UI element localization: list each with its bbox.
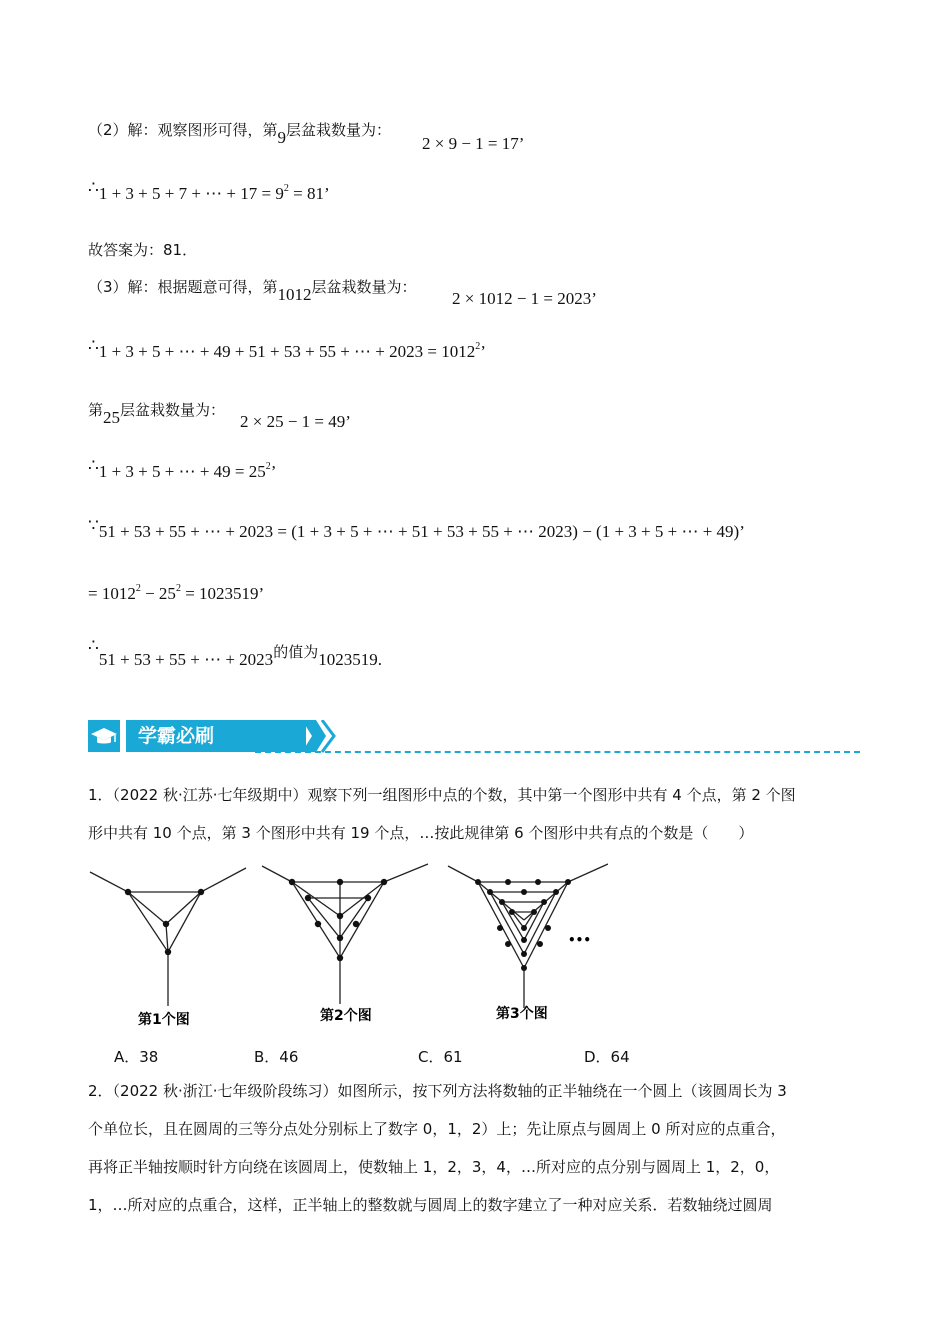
part3-suffix: 层盆栽数量为： (311, 278, 417, 296)
part3-expr: 2 × 1012 − 1 = 2023’ (452, 289, 597, 308)
part2-line (88, 120, 525, 153)
figure-2-caption: 第2个图 (320, 1008, 372, 1024)
equals-expr: = $1012^2 - 25^2 = 1023519$’ (88, 583, 265, 603)
figure-2 (262, 864, 428, 1004)
final-val: 1023519 (318, 650, 378, 669)
part3-sum: 1 + 3 + 5 + ⋯ + 49 + 51 + 53 + 55 + ⋯ + $2023 = 1012^2$’ (98, 341, 486, 361)
part2-suffix: 层盆栽数量为： (286, 121, 392, 139)
because-line (88, 516, 745, 542)
part2-n: 9 (277, 128, 287, 147)
answer-line: 故答案为：81． (88, 241, 198, 259)
q1-figures (88, 858, 608, 1038)
therefore-symbol: ∴ (88, 456, 99, 475)
part3-intro: （3）解：根据题意可得，第 (88, 278, 278, 296)
layer-suffix: 层盆栽数量为： (120, 401, 226, 419)
q2-line1: 2．（2022 秋·浙江·七年级阶段练习）如图所示，按下列方法将数轴的正半轴绕在一个圆上（该圆周长为 3 (88, 1082, 787, 1100)
part3-line (88, 277, 597, 308)
part3-sum-line (88, 336, 486, 365)
layer-n: 25 (103, 408, 121, 427)
therefore-symbol: ∴ (88, 178, 99, 197)
q1-line1: 1．（2022 秋·江苏·七年级期中）观察下列一组图形中点的个数，其中第一个图形中共有 4 个点，第 2 个图 (88, 786, 796, 804)
sum49: 1 + 3 + 5 + ⋯ + $49 = 25^2$’ (98, 461, 277, 481)
layer-prefix: 第 (88, 401, 104, 419)
figure-1 (90, 868, 246, 1006)
because-expr: 51 + 53 + 55 + ⋯ + 2023 = (1 + 3 + 5 + ⋯ + 51 + 53 + 55 + ⋯ 2023) − (1 + 3 + 5 + ⋯ + 49)’ (98, 522, 745, 541)
part2-sum-line (88, 178, 330, 207)
q1-line2: 形中共有 10 个点，第 3 个图形中共有 19 个点，…按此规律第 6 个图形中共有点的个数是（ ） (88, 824, 754, 842)
q2-line2: 个单位长，且在圆周的三等分点处分别标上了数字 0，1，2）上；先让原点与圆周上 0 所对应的点重合， (88, 1120, 786, 1138)
part2-intro: （2）解：观察图形可得，第 (88, 121, 278, 139)
equals-line (88, 584, 264, 607)
q2-line4: 1，…所对应的点重合，这样，正半轴上的整数就与圆周上的数字建立了一种对应关系．若数轴绕过圆周 (88, 1196, 773, 1214)
banner-title: 学霸必刷 (126, 720, 306, 752)
chevron-right-icon (302, 720, 348, 754)
final-period: . (377, 650, 382, 669)
figure-3-points (475, 879, 571, 971)
q1-text (88, 776, 868, 852)
final-expr: 51 + 53 + 55 + ⋯ + 2023 (98, 650, 274, 669)
figure-ellipsis: ••• (568, 933, 592, 947)
therefore-symbol: ∴ (88, 636, 99, 655)
final-line (88, 636, 382, 669)
part3-n: 1012 (277, 285, 312, 304)
layer25-line (88, 400, 351, 431)
final-mid: 的值为 (273, 643, 319, 661)
part2-expr: 2 × 9 − 1 = 17’ (422, 134, 525, 153)
choice-d[interactable]: D．64 (584, 1048, 630, 1066)
choice-c[interactable]: C．61 (418, 1048, 463, 1066)
therefore-symbol: ∴ (88, 336, 99, 355)
choice-a[interactable]: A．38 (114, 1048, 159, 1066)
q2-line3: 再将正半轴按顺时针方向绕在该圆周上，使数轴上 1，2，3，4，…所对应的点分别与圆周上 1，2，0， (88, 1158, 780, 1176)
figure-3-caption: 第3个图 (496, 1006, 548, 1022)
graduation-cap-icon (88, 720, 120, 752)
because-symbol: ∵ (88, 516, 99, 535)
part2-sum: 1 + 3 + 5 + 7 + ⋯ + $17 = 9^2 = 81$’ (98, 183, 330, 203)
choice-b[interactable]: B．46 (254, 1048, 299, 1066)
figure-1-caption: 第1个图 (138, 1012, 190, 1028)
banner-dashed-divider (255, 751, 860, 753)
sum49-line (88, 456, 277, 485)
layer-expr: 2 × 25 − 1 = 49’ (240, 412, 351, 431)
q2-text (88, 1072, 868, 1224)
